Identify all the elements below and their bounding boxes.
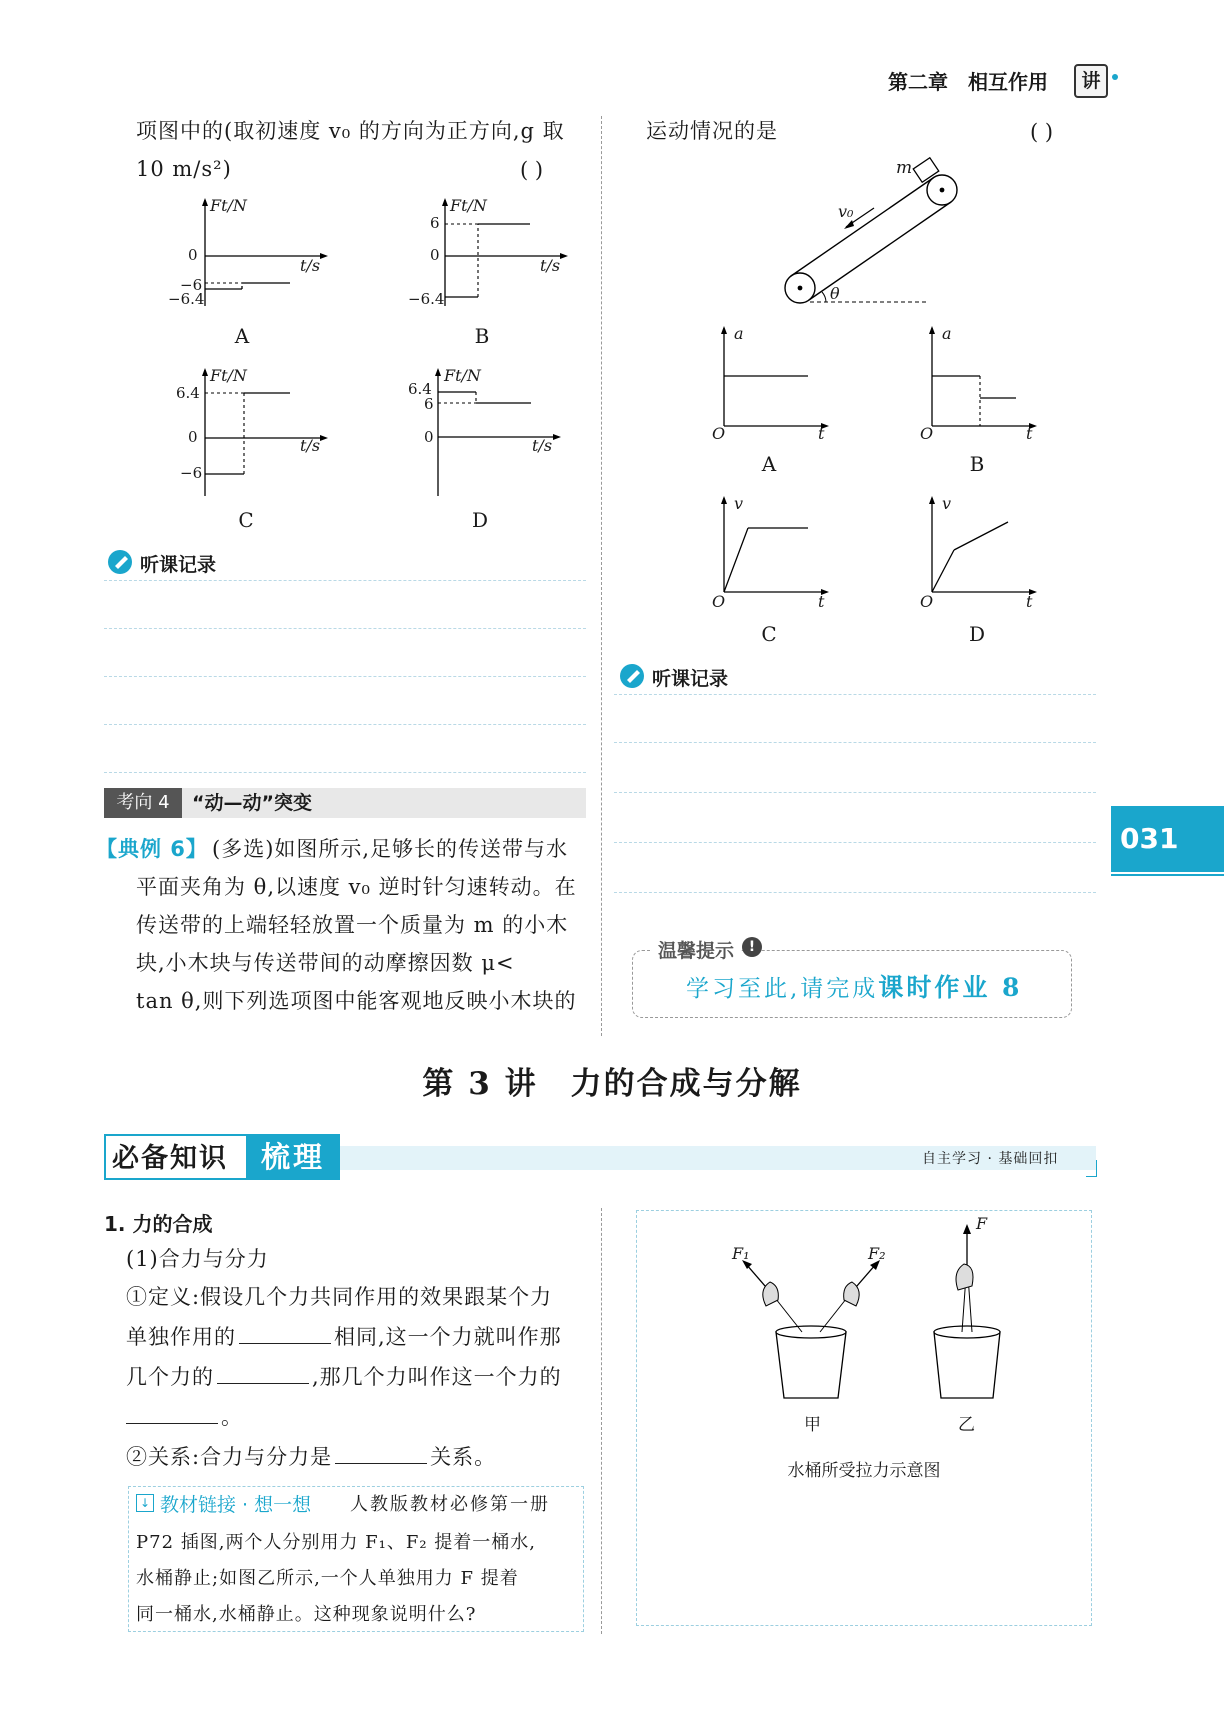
- kaoxiang-title: “动—动”突变: [192, 792, 312, 814]
- graph-a-ylabel: Ft/N: [210, 196, 247, 215]
- header-title: 相互作用: [968, 70, 1048, 94]
- graph-c-xlabel: t/s: [300, 436, 321, 455]
- column-divider-top: [601, 116, 602, 1036]
- figure-caption: 水桶所受拉力示意图: [787, 1461, 941, 1481]
- knowledge-def-line2: [126, 1318, 562, 1356]
- graph-d-tick-0: 6.4: [408, 380, 432, 398]
- knowledge-heading-2: (1)合力与分力: [126, 1247, 269, 1271]
- example-tag: 【典例 6】: [96, 837, 208, 861]
- header-chapter: 第二章: [888, 70, 948, 94]
- graph-d-ylabel: Ft/N: [444, 366, 481, 385]
- notes-line: [104, 676, 586, 677]
- notes-label-right: 听课记录: [652, 668, 729, 690]
- fill-blank[interactable]: [239, 1321, 331, 1344]
- textbook-line1: 人教版教材必修第一册: [350, 1494, 550, 1515]
- notes-line: [104, 772, 586, 773]
- notes-line: [614, 842, 1096, 843]
- graph-b-tick-0: 6: [430, 214, 440, 232]
- belt-mass-label: m: [896, 158, 913, 178]
- textbook-line4: 同一桶水,水桶静止。这种现象说明什么?: [136, 1604, 477, 1625]
- graph-d-tick-1: 6: [424, 395, 434, 413]
- graph-c-label: C: [238, 508, 254, 532]
- motion-c-ylabel: v: [734, 494, 744, 513]
- notes-line: [104, 724, 586, 725]
- notes-line: [614, 694, 1096, 695]
- belt-velocity-label: v₀: [838, 202, 854, 221]
- header-badge: 讲: [1074, 64, 1108, 98]
- question-text-line1: 项图中的(取初速度 v₀ 的方向为正方向,g 取: [136, 119, 565, 143]
- fill-blank[interactable]: [217, 1361, 309, 1384]
- motion-d-xlabel: t: [1026, 592, 1033, 611]
- graph-b-label: B: [474, 324, 490, 348]
- notes-line: [614, 792, 1096, 793]
- motion-c-origin: O: [712, 592, 726, 611]
- textbook-line3: 水桶静止;如图乙所示,一个人单独用力 F 提着: [136, 1568, 519, 1589]
- lecture-title: 第 3 讲 力的合成与分解: [422, 1066, 802, 1102]
- rel-2: 关系。: [430, 1445, 497, 1469]
- conveyor-belt-diagram: [770, 150, 970, 310]
- textbook-tag[interactable]: 教材链接 · 想一想: [160, 1494, 312, 1516]
- graph-c-ylabel: Ft/N: [210, 366, 247, 385]
- notes-pencil-icon: [618, 662, 650, 690]
- def-b2: 相同,这一个力就叫作那: [334, 1325, 562, 1349]
- belt-angle-label: θ: [830, 284, 840, 303]
- rel-1: ②关系:合力与分力是: [126, 1445, 333, 1469]
- graph-d-tick-2: 0: [424, 428, 434, 446]
- motion-a-ylabel: a: [734, 324, 744, 343]
- header-dot-icon: [1112, 74, 1118, 80]
- motion-graph-b: [920, 324, 1040, 434]
- tip-text-prefix: 学习至此,请完成: [686, 976, 879, 1002]
- graph-a-label: A: [234, 324, 250, 348]
- notes-line: [104, 628, 586, 629]
- fill-blank[interactable]: [335, 1441, 427, 1464]
- example-line3: 传送带的上端轻轻放置一个质量为 m 的小木: [136, 913, 569, 937]
- graph-b-tick-1: 0: [430, 246, 440, 264]
- knowledge-relation: [126, 1438, 496, 1476]
- knowledge-def-line4: [126, 1398, 243, 1436]
- notes-line: [614, 742, 1096, 743]
- figure-jia-label: 甲: [804, 1415, 821, 1435]
- notes-pencil-icon: [106, 548, 138, 576]
- section-title-a: 必备知识: [112, 1143, 228, 1174]
- motion-graph-d: [920, 494, 1040, 600]
- motion-c-label: C: [761, 622, 777, 646]
- graph-a-tick-0: 0: [188, 246, 198, 264]
- column-divider-bottom: [601, 1208, 602, 1634]
- answer-paren-left: ( ): [520, 158, 544, 182]
- kaoxiang-tag: 考向 4: [104, 788, 182, 818]
- motion-b-ylabel: a: [942, 324, 952, 343]
- example-line4: 块,小木块与传送带间的动摩擦因数 μ<: [136, 951, 515, 975]
- section-title-b: 梳理: [246, 1134, 340, 1180]
- tip-title: 温馨提示: [652, 936, 740, 963]
- motion-a-xlabel: t: [818, 424, 825, 443]
- graph-c-tick-1: 0: [188, 428, 198, 446]
- section-right-text: 自主学习 · 基础回扣: [922, 1151, 1059, 1167]
- tip-text: [686, 968, 1022, 1004]
- tip-alert-icon: !: [742, 937, 762, 957]
- fill-blank[interactable]: [126, 1401, 218, 1424]
- knowledge-def-line3: [126, 1358, 562, 1396]
- graph-c-tick-0: 6.4: [176, 384, 200, 402]
- graph-b-ylabel: Ft/N: [450, 196, 487, 215]
- page-number-underline: [1111, 874, 1224, 876]
- figure-f1-label: F₁: [732, 1244, 750, 1263]
- motion-a-origin: O: [712, 424, 726, 443]
- section-bar-corner: [1086, 1160, 1097, 1177]
- motion-graph-c: [712, 494, 832, 600]
- def-c2: ,那几个力叫作这一个力的: [312, 1365, 562, 1389]
- answer-paren-right: ( ): [1030, 120, 1054, 144]
- example-line1: (多选)如图所示,足够长的传送带与水: [212, 837, 569, 861]
- graph-b-tick-2: −6.4: [408, 290, 445, 308]
- example-line2: 平面夹角为 θ,以速度 v₀ 逆时针匀速转动。在: [136, 875, 577, 899]
- textbook-line2: P72 插图,两个人分别用力 F₁、F₂ 提着一桶水,: [136, 1532, 537, 1553]
- graph-a-xlabel: t/s: [300, 256, 321, 275]
- graph-a-tick-1: −6: [180, 276, 203, 294]
- graph-d-xlabel: t/s: [532, 436, 553, 455]
- motion-d-ylabel: v: [942, 494, 952, 513]
- graph-c-tick-2: −6: [180, 464, 203, 482]
- figure-f2-label: F₂: [868, 1244, 886, 1263]
- motion-b-label: B: [969, 452, 985, 476]
- motion-d-label: D: [968, 622, 986, 646]
- motion-b-origin: O: [920, 424, 934, 443]
- notes-line: [104, 580, 586, 581]
- example-line5: tan θ,则下列选项图中能客观地反映小木块的: [136, 989, 577, 1013]
- tip-text-bold[interactable]: 课时作业 8: [878, 973, 1023, 1002]
- graph-d-label: D: [471, 508, 489, 532]
- figure-yi-label: 乙: [958, 1415, 975, 1435]
- motion-d-origin: O: [920, 592, 934, 611]
- graph-b-xlabel: t/s: [540, 256, 561, 275]
- motion-c-xlabel: t: [818, 592, 825, 611]
- notes-line: [614, 892, 1096, 893]
- knowledge-heading-1: 1. 力的合成: [104, 1212, 213, 1236]
- graph-a-tick-2: −6.4: [168, 290, 205, 308]
- def-d: 。: [221, 1405, 243, 1429]
- motion-a-label: A: [761, 452, 777, 476]
- figure-f-label: F: [976, 1214, 988, 1233]
- knowledge-def-line1: ①定义:假设几个力共同作用的效果跟某个力: [126, 1285, 553, 1309]
- motion-b-xlabel: t: [1026, 424, 1033, 443]
- notes-label-left: 听课记录: [140, 554, 217, 576]
- textbook-link-icon: ↓: [136, 1494, 154, 1512]
- right-question-line1: 运动情况的是: [646, 119, 778, 143]
- def-c1: 几个力的: [126, 1365, 214, 1389]
- motion-graph-a: [712, 324, 832, 434]
- page-number: 031: [1120, 822, 1179, 855]
- def-b1: 单独作用的: [126, 1325, 236, 1349]
- question-text-line2: 10 m/s²): [136, 157, 232, 181]
